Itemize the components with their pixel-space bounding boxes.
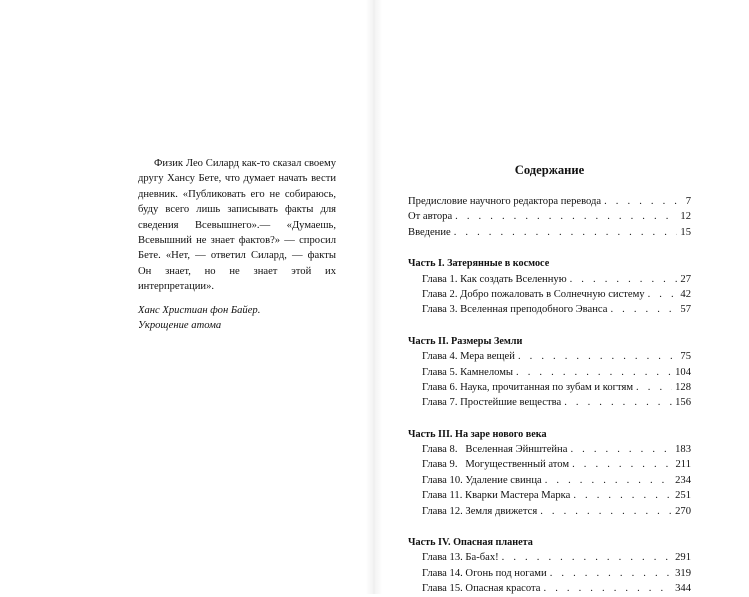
table-of-contents	[408, 162, 691, 597]
epigraph-source: Укрощение атома	[138, 320, 222, 332]
right-page	[374, 0, 749, 594]
dot-leader	[516, 365, 672, 380]
toc-chapter[interactable]	[408, 488, 691, 503]
toc-chapter[interactable]	[408, 365, 691, 380]
toc-chapter[interactable]	[408, 504, 691, 519]
toc-chapter-label: Глава 2. Добро пожаловать в Солнечную систему	[422, 288, 645, 300]
left-page	[0, 0, 374, 594]
toc-chapter-label: Глава 8. Вселенная Эйнштейна	[422, 444, 568, 456]
toc-chapter-page: 128	[675, 381, 691, 393]
toc-chapter[interactable]	[408, 457, 691, 472]
toc-part-heading[interactable]: Часть III. На заре нового века	[408, 428, 547, 440]
dot-leader	[518, 349, 677, 364]
toc-chapter-page: 344	[675, 583, 691, 595]
toc-chapter-label: Глава 1. Как создать Вселенную	[422, 273, 567, 285]
toc-chapter-label: Глава 7. Простейшие вещества	[422, 397, 562, 409]
toc-chapter[interactable]	[408, 380, 691, 395]
toc-chapter-label: Глава 6. Наука, прочитанная по зубам и когтям	[422, 381, 634, 393]
epigraph-author: Ханс Христиан фон Байер.	[138, 304, 261, 316]
toc-chapter-page: 319	[675, 567, 691, 579]
toc-chapter-label: Глава 15. Опасная красота	[422, 583, 541, 595]
toc-chapter-label: Глава 9. Могущественный атом	[422, 459, 570, 471]
dot-leader	[570, 272, 678, 287]
toc-chapter-page: 251	[675, 490, 691, 502]
toc-chapter-label: Глава 13. Ба-бах!	[422, 552, 499, 564]
toc-chapter-page: 156	[675, 397, 691, 409]
toc-chapter[interactable]	[408, 442, 691, 457]
toc-part-heading[interactable]: Часть II. Размеры Земли	[408, 335, 523, 347]
toc-chapter-label: Глава 11. Кварки Мастера Марка	[422, 490, 571, 502]
dot-leader	[570, 442, 672, 457]
dot-leader	[502, 550, 672, 565]
dot-leader	[648, 287, 678, 302]
toc-chapter-page: 27	[680, 273, 691, 285]
toc-entry[interactable]	[408, 225, 691, 240]
dot-leader	[636, 380, 672, 395]
dot-leader	[545, 473, 672, 488]
dot-leader	[610, 302, 677, 317]
toc-entry-page: 12	[680, 211, 691, 223]
toc-chapter[interactable]	[408, 395, 691, 410]
toc-entry-label: Предисловие научного редактора перевода	[408, 196, 602, 207]
toc-chapter[interactable]	[408, 550, 691, 565]
toc-chapter-page: 75	[680, 351, 691, 363]
dot-leader	[454, 225, 678, 240]
toc-entry-page: 7	[685, 196, 691, 207]
dot-leader	[572, 457, 672, 472]
toc-chapter-label: Глава 12. Земля движется	[422, 505, 538, 517]
toc-chapter[interactable]	[408, 349, 691, 364]
dot-leader	[604, 194, 683, 209]
toc-chapter-page: 211	[675, 459, 691, 471]
toc-entry-page: 15	[680, 226, 691, 238]
toc-chapter-label: Глава 3. Вселенная преподобного Эванса	[422, 304, 608, 316]
toc-chapter-page: 234	[675, 474, 691, 486]
toc-chapter-label: Глава 5. Камнеломы	[422, 366, 514, 378]
toc-part-heading[interactable]: Часть IV. Опасная планета	[408, 537, 533, 549]
toc-title: Содержание	[514, 163, 585, 177]
toc-chapter[interactable]	[408, 287, 691, 302]
toc-chapter-page: 183	[675, 444, 691, 456]
toc-chapter-page: 104	[675, 366, 691, 378]
toc-entry[interactable]	[408, 209, 691, 224]
dot-leader	[455, 209, 677, 224]
dot-leader	[550, 566, 672, 581]
toc-entry-label: От автора	[408, 211, 453, 223]
toc-chapter-label: Глава 10. Удаление свинца	[422, 474, 542, 486]
toc-chapter-label: Глава 14. Огонь под ногами	[422, 567, 547, 579]
toc-chapter[interactable]	[408, 272, 691, 287]
epigraph-text: Физик Лео Силард как-то сказал своему другу Хансу Бете, что думает начать вести дневник. «Публиковать его не собираюсь, буду всего лишь записывать факты для сведения Всевышнего».— «Думаешь, Всевышний не знает фактов?» — спросил Бете. «Нет, — ответил Силард, — факты Он знает, но не знает этой их интерпретации».	[138, 158, 336, 293]
toc-chapter-page: 42	[680, 288, 691, 300]
toc-chapter[interactable]	[408, 566, 691, 581]
toc-chapter-page: 270	[675, 505, 691, 517]
dot-leader	[540, 504, 672, 519]
toc-chapter[interactable]	[408, 581, 691, 596]
toc-chapter[interactable]	[408, 302, 691, 317]
toc-part-heading[interactable]: Часть I. Затерянные в космосе	[408, 258, 550, 270]
toc-chapter-label: Глава 4. Мера вещей	[422, 351, 515, 363]
toc-entry-label: Введение	[408, 226, 451, 238]
epigraph	[138, 156, 336, 333]
toc-entry[interactable]	[408, 194, 691, 209]
dot-leader	[573, 488, 672, 503]
toc-chapter[interactable]	[408, 473, 691, 488]
dot-leader	[544, 581, 673, 596]
toc-chapter-page: 291	[675, 552, 691, 564]
dot-leader	[564, 395, 672, 410]
toc-chapter-page: 57	[680, 304, 691, 316]
